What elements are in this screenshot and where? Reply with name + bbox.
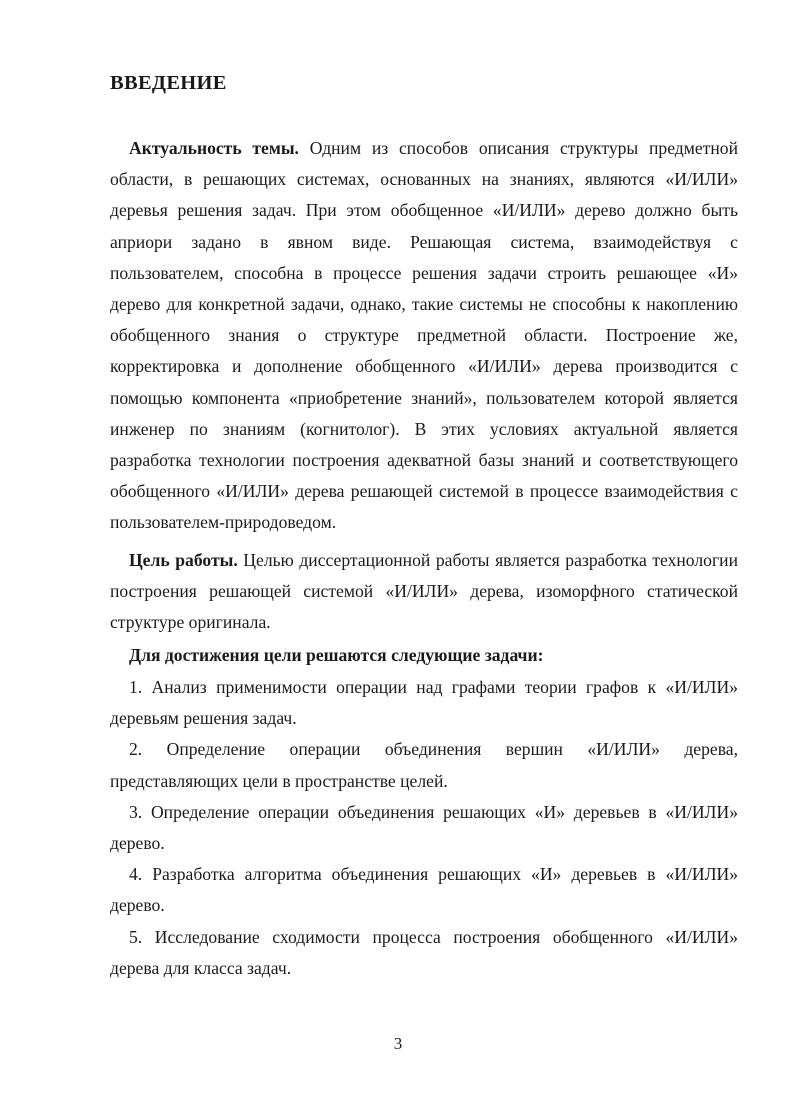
list-item: 4. Разработка алгоритма объединения решающих «И» деревьев в «И/ИЛИ» дерево. [110, 864, 738, 916]
tasks-heading: Для достижения цели решаются следующие задачи: [129, 645, 544, 665]
list-item: 2. Определение операции объединения вершин «И/ИЛИ» дерева, представляющих цели в пространстве целей. [110, 739, 738, 791]
page-number: 3 [393, 1034, 403, 1053]
goal-label: Цель работы. [129, 550, 238, 570]
goal-paragraph [110, 545, 738, 639]
list-item: 5. Исследование сходимости процесса построения обобщенного «И/ИЛИ» дерева для класса задач. [110, 926, 738, 978]
relevance-label: Актуальность темы. [129, 138, 299, 158]
tasks-list [110, 672, 738, 984]
list-item: 1. Анализ применимости операции над графами теории графов к «И/ИЛИ» деревьям решения задач. [110, 677, 738, 729]
relevance-paragraph [110, 133, 738, 539]
relevance-text: Одним из способов описания структуры предметной области, в решающих системах, основанных на знаниях, являются «И/ИЛИ» деревья решения задач. При этом обобщенное «И/ИЛИ» дерево должно быть априори задано в явном виде. Решающая система, взаимодействуя с пользователем, способна в процессе решения задачи строить решающее «И» дерево для конкретной задачи, однако, такие системы не способны к накоплению обобщенного знания о структуре предметной области. Построение же, корректировка и дополнение обобщенного «И/ИЛИ» дерева производится с помощью компонента «приобретение знаний», пользователем которой является инженер по знаниям (когнитолог). В этих условиях актуальной является разработка технологии построения адекватной базы знаний и соответствующего обобщенного «И/ИЛИ» дерева решающей системой в процессе взаимодействия с пользователем-природоведом. [110, 138, 738, 533]
list-item: 3. Определение операции объединения решающих «И» деревьев в «И/ИЛИ» дерево. [110, 801, 738, 854]
section-heading: ВВЕДЕНИЕ [110, 72, 227, 94]
goal-text: Целью диссертационной работы является разработка технологии построения решающей системой «И/ИЛИ» дерева, изоморфного статической структуре оригинала. [110, 550, 738, 633]
